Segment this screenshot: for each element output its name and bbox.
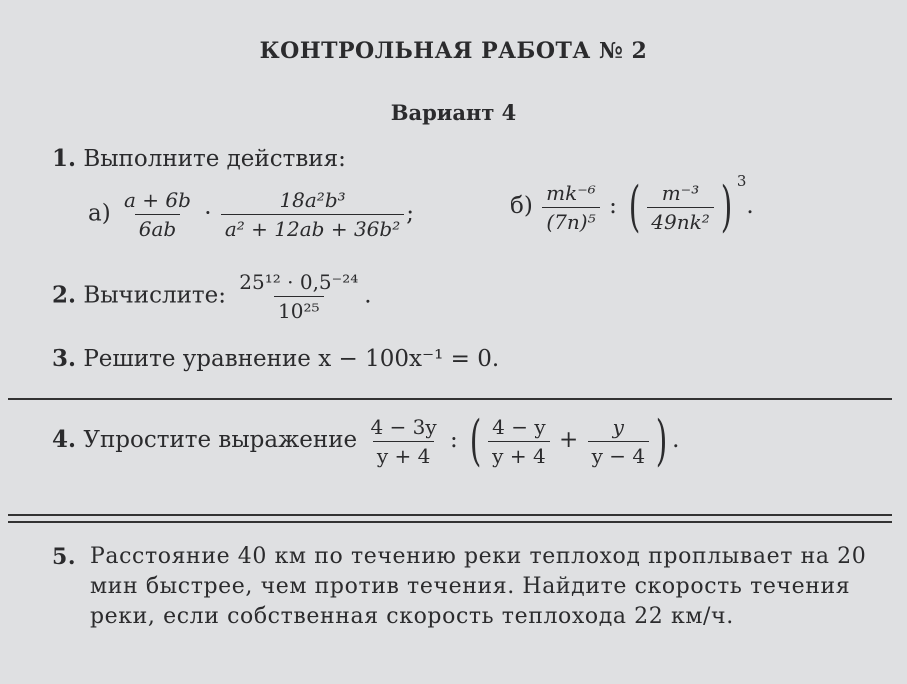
task-2-fraction: [235, 270, 362, 323]
task-4-f3-denominator: y − 4: [588, 441, 650, 468]
task-1b-label: б): [510, 193, 533, 219]
task-1-number: 1.: [52, 145, 77, 172]
task-2-number: 2.: [52, 281, 77, 309]
task-1a-label: а): [88, 200, 111, 227]
task-2-text: Вычислите:: [83, 282, 226, 309]
task-1a-f1-numerator: a + 6b: [124, 188, 191, 212]
page-title: КОНТРОЛЬНАЯ РАБОТА № 2: [259, 38, 648, 64]
task-5: [52, 542, 892, 632]
task-4-fraction-3: [588, 415, 650, 468]
close-paren: ): [655, 409, 668, 472]
task-1b-f1-denominator: (7n)⁵: [542, 207, 599, 234]
task-4-f1-denominator: y + 4: [373, 441, 435, 468]
variant-heading: Вариант 4: [390, 100, 517, 125]
task-1b-fraction-1: [542, 181, 600, 234]
task-4-text: Упростите выражение: [83, 427, 358, 453]
task-3-text: Решите уравнение x − 100x⁻¹ = 0.: [83, 346, 500, 372]
task-1-part-a: а) $\frac{a + 6b}{6ab}$ · $\frac{\text{18a²b³}}{\text{a² + 12ab + 36b²}}$ ;: [88, 188, 414, 241]
task-4-f2-denominator: y + 4: [488, 441, 550, 468]
task-1-text: Выполните действия:: [83, 146, 346, 172]
task-1a-f1-denominator: 6ab: [135, 214, 180, 241]
task-4-f3-numerator: y: [612, 414, 624, 439]
task-1a-fraction-2: [221, 188, 404, 241]
task-4: 4. Упростите выражение $\frac{4 - 3y}{y + 4}$ : ( $\frac{4 - y}{y + 4}$ + $\frac{y}{y - 4}$ ) .: [52, 409, 680, 472]
task-3: [52, 345, 499, 372]
task-1b-fraction-2: [647, 181, 713, 234]
task-2: 2. Вычислите: $\frac{\text{25¹² · 0,5⁻²⁴}}{\text{10²⁵}}$ .: [52, 270, 372, 323]
task-4-fraction-1: [366, 415, 440, 468]
task-2-numerator: 25¹² · 0,5⁻²⁴: [239, 270, 359, 294]
task-1b-f2-denominator: 49nk²: [647, 207, 713, 234]
task-1a-f2-numerator: 18a²b³: [279, 188, 346, 212]
task-1-part-b: б) $\frac{\text{mk⁻⁶}}{\text{(7n)⁵}}$ : ( $\frac{\text{m⁻³}}{\text{49nk²}}$ ) $^3$.: [510, 172, 754, 238]
task-1b-f1-numerator: mk⁻⁶: [546, 180, 596, 205]
task-1b-f2-numerator: m⁻³: [661, 180, 700, 205]
task-1b-power: 3: [736, 172, 747, 191]
task-1a-f2-denominator: a² + 12ab + 36b²: [221, 214, 404, 241]
task-2-denominator: 10²⁵: [274, 296, 323, 323]
divider-2: [8, 514, 892, 516]
task-1-heading: [52, 145, 346, 172]
task-5-text: Расстояние 40 км по течению реки теплоход проплывает на 20 мин быстрее, чем против течения. Найдите скорость течения реки, если собственная скорость теплохода 22 км/ч.: [90, 544, 867, 629]
open-paren: (: [628, 175, 641, 238]
task-4-f1-numerator: 4 − 3y: [370, 414, 437, 439]
task-4-fraction-2: [488, 415, 550, 468]
divider-3: [8, 521, 892, 523]
task-5-number: 5.: [52, 544, 77, 570]
open-paren: (: [469, 409, 482, 472]
close-paren: ): [720, 175, 733, 238]
task-4-f2-numerator: 4 − y: [492, 414, 546, 439]
task-4-number: 4.: [52, 426, 77, 453]
task-1a-fraction-1: [120, 188, 195, 241]
divider-1: [8, 398, 892, 400]
task-3-number: 3.: [52, 345, 77, 372]
